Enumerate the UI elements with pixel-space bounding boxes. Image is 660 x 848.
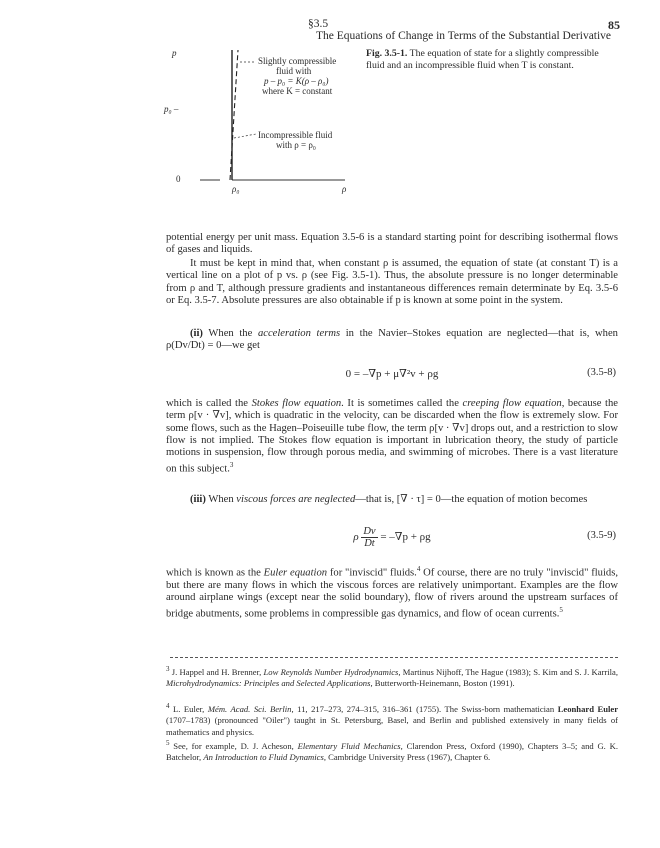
- eq2-rhs: = –∇p + ρg: [380, 531, 431, 544]
- fn4-bold-name: Leonhard Euler: [557, 703, 619, 714]
- x-axis-label: ρ: [342, 184, 347, 194]
- footnote-ref-3: 3: [229, 461, 234, 470]
- eq2-numerator: Dv: [363, 526, 376, 537]
- fn5-text-c: , Cambridge University Press (1967), Chapter 6.: [323, 752, 491, 763]
- p4-text-a: which is called the: [166, 398, 252, 409]
- equation-3-5-9-number: (3.5-9): [587, 530, 616, 541]
- origin-label: 0: [176, 174, 181, 184]
- compressible-label-2: fluid with: [276, 66, 312, 76]
- y-axis-label: p: [172, 48, 177, 58]
- footnote-ref-5: 5: [559, 606, 563, 615]
- equation-3-5-8: [166, 367, 618, 385]
- equation-3-5-9-body: [166, 526, 618, 549]
- compressible-label-1: Slightly compressible: [258, 56, 337, 66]
- eq2-rho: ρ: [353, 531, 359, 544]
- fn3-text-b: , Martinus Nijhoff, The Hague (1983); S. Kim and S. J. Karrila,: [398, 666, 618, 677]
- item-ii-label: (ii): [190, 328, 203, 339]
- p0-label: p₀ –: [164, 104, 179, 114]
- footnote-3: [166, 664, 618, 690]
- p4-italic-1: Stokes flow equation: [251, 398, 342, 409]
- running-head: [308, 18, 620, 42]
- equation-3-5-8-number: (3.5-8): [587, 367, 616, 378]
- paragraph-2: It must be kept in mind that, when constant ρ is assumed, the equation of state (at constant T) is a vertical line on a plot of p vs. ρ (see Fig. 3.5-1). Thus, the absolute pressure is no longer determinable from ρ and T, although pressure gradients and instantaneous differences remain determinate by Eq. 3.5-6 or Eq. 3.5-7. Absolute pressures are also obtainable if p is known at some point in the system.: [166, 258, 618, 306]
- p6-text-b: for "inviscid" fluids.: [327, 567, 417, 579]
- footnote-4: [166, 701, 618, 739]
- paragraph-3: [166, 328, 618, 353]
- fn5-text-a: See, for example, D. J. Acheson,: [169, 740, 298, 751]
- p6-text-c: Of course, there are no truly "inviscid" fluids, but there are many flows in which the viscous forces are relatively unimportant. Examples are the flow around airplane wings (except near the solid boundary), flow of rivers around the upstream surfaces of bridge abutments, some problems in compressible gas dynamics, and flow of ocean currents.: [166, 567, 618, 620]
- compressible-label-4: where K = constant: [262, 86, 333, 96]
- footnote-5: [166, 738, 618, 764]
- paragraph-5: [166, 494, 618, 506]
- p4-italic-2: creeping flow equation: [462, 398, 562, 409]
- footnote-rule: [170, 657, 618, 658]
- fn5-italic-2: An Introduction to Fluid Dynamics: [203, 752, 324, 763]
- rho0-label: ρ₀: [232, 184, 240, 194]
- footnote-5-mark: 5: [166, 739, 170, 747]
- compressible-label-3: p – p₀ = K(ρ – ρ₀): [264, 76, 329, 86]
- p3-text-b: in the Navier–Stokes equation are neglected—that is, when ρ(Dv/Dt) = 0—we get: [166, 328, 618, 352]
- fn3-italic-2: Microhydrodynamics: Principles and Selected Applications: [166, 678, 371, 689]
- p4-text-b: . It is sometimes called the: [341, 398, 463, 409]
- eq2-fraction: [361, 526, 377, 549]
- p3-text-a: When the: [202, 328, 258, 339]
- running-head-title: The Equations of Change in Terms of the Substantial Derivative: [316, 30, 612, 42]
- eq2-denominator: Dt: [364, 538, 375, 549]
- caption-text: The equation of state for a slightly compressible fluid and an incompressible fluid when T is constant.: [366, 48, 599, 71]
- section-number: §3.5: [308, 18, 329, 30]
- fn4-text-a: L. Euler,: [169, 703, 208, 714]
- paragraph-1: potential energy per unit mass. Equation 3.5-6 is a standard starting point for describing isothermal flows of gases and liquids.: [166, 232, 618, 256]
- figure-caption: [366, 48, 616, 72]
- incompressible-label-1: Incompressible fluid: [258, 130, 333, 140]
- fn5-text-b: , Clarendon Press, Oxford (1990), Chapters 3–5; and G. K. Batchelor,: [166, 740, 618, 763]
- p3-italic: acceleration terms: [257, 328, 341, 339]
- p6-italic: Euler equation: [263, 567, 328, 579]
- footnote-4-mark: 4: [166, 702, 170, 710]
- page-number: 85: [608, 18, 620, 32]
- p5-italic: viscous forces are neglected: [236, 494, 356, 505]
- p5-text-b: —that is, [∇ · τ] = 0—the equation of motion becomes: [355, 494, 588, 505]
- equation-3-5-8-body: 0 = –∇p + μ∇²v + ρg: [345, 368, 439, 380]
- incompressible-label-2: with ρ = ρ₀: [276, 140, 316, 150]
- p5-text-a: When: [205, 494, 237, 505]
- p4-text-c: , because the term ρ[v · ∇v], which is quadratic in the velocity, can be discarded when the flow is extremely slow. For some flows, such as the Hagen–Poiseuille tube flow, the term ρ[v · ∇v] drops out, and a restriction to slow flow is not implied. The Stokes flow equation is important in lubrication theory, the study of particle motions in suspension, flow through porous media, and swimming of microbes. There is a vast literature on this subject.: [166, 398, 618, 476]
- p6-text-a: which is known as the: [166, 567, 264, 579]
- figure-equation-of-state: [160, 42, 360, 202]
- figure-plot: [160, 42, 360, 202]
- caption-label: Fig. 3.5-1.: [366, 48, 408, 59]
- fn3-italic-1: Low Reynolds Number Hydrodynamics: [263, 666, 399, 677]
- fn3-text-a: J. Happel and H. Brenner,: [169, 666, 264, 677]
- footnote-ref-4: 4: [416, 565, 421, 573]
- item-iii-label: (iii): [190, 494, 206, 505]
- footnote-3-mark: 3: [166, 665, 170, 673]
- fn4-italic-1: Mém. Acad. Sci. Berlin: [207, 703, 292, 714]
- equation-3-5-9: [166, 526, 618, 552]
- paragraph-4: [166, 398, 618, 476]
- fn5-italic-1: Elementary Fluid Mechanics: [297, 740, 401, 751]
- incompressible-leader: [234, 134, 256, 138]
- paragraph-6: [166, 563, 618, 621]
- fn4-text-b: , 11, 217–273, 274–315, 316–361 (1755). The Swiss-born mathematician: [291, 703, 558, 714]
- fn4-text-c: (1707–1783) (pronounced "Oiler") taught in St. Petersburg, Basel, and Berlin and published extensively in many fields of mathematics and physics.: [166, 715, 618, 738]
- compressible-line: [230, 50, 238, 180]
- fn3-text-c: , Butterworth-Heinemann, Boston (1991).: [370, 678, 515, 689]
